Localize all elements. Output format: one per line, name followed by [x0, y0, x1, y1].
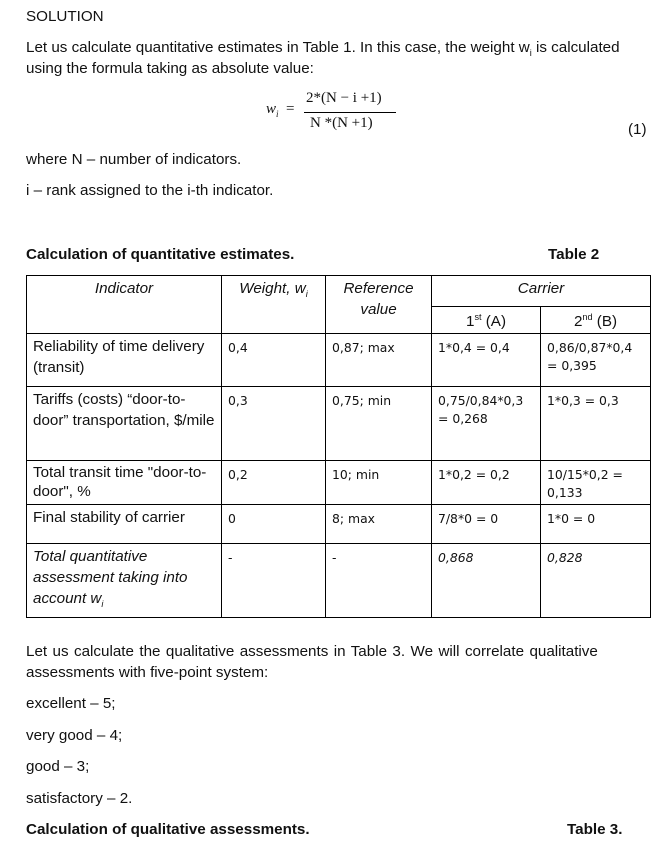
formula-fraction-bar — [304, 112, 396, 113]
total-indicator-sub: i — [101, 599, 104, 610]
row-reference: 0,87; max — [326, 334, 432, 387]
scale-item: very good – 4; — [26, 727, 123, 744]
weight-subscript: i — [529, 48, 532, 59]
scale-item: good – 3; — [26, 758, 90, 775]
row-indicator: Total transit time "door-to-door", % — [27, 461, 222, 505]
table-row-total — [27, 544, 651, 618]
formula-lhs-var: w — [266, 101, 277, 117]
header-carrier-b-sup: nd — [582, 312, 593, 322]
formula-lhs — [266, 101, 279, 119]
row-weight: 0 — [222, 505, 326, 544]
qualitative-line-1: Let us calculate the qualitative assessments in Table 3. We will correlate qualitative — [26, 643, 598, 660]
table3-label: Table 3. — [567, 821, 623, 838]
intro-line-2: using the formula taking as absolute value: — [26, 60, 314, 77]
formula-equals: = — [286, 101, 295, 117]
where-line-2: i – rank assigned to the i-th indicator. — [26, 182, 274, 199]
table2-label: Table 2 — [548, 246, 600, 263]
header-indicator: Indicator — [27, 276, 222, 334]
scale-item: satisfactory – 2. — [26, 790, 133, 807]
header-carrier-a-sup: st — [474, 312, 482, 322]
intro-line-1 — [26, 39, 620, 58]
row-indicator: Tariffs (costs) “door-to-door” transportation, $/mile — [27, 387, 222, 461]
row-reference: 10; min — [326, 461, 432, 505]
quantitative-estimates-table — [26, 275, 651, 618]
table-row — [27, 334, 651, 387]
formula-lhs-sub: i — [276, 109, 279, 119]
row-indicator: Final stability of carrier — [27, 505, 222, 544]
header-weight — [222, 276, 326, 334]
header-weight-text: Weight, w — [239, 280, 306, 297]
row-carrier-a: 7/8*0 = 0 — [432, 505, 541, 544]
row-carrier-b: 10/15*0,2 = 0,133 — [541, 461, 651, 505]
table-row — [27, 461, 651, 505]
formula-numerator: 2*(N − i +1) — [306, 90, 382, 106]
row-reference: 0,75; min — [326, 387, 432, 461]
header-carrier: Carrier — [432, 276, 651, 307]
total-weight: - — [222, 544, 326, 618]
row-carrier-a: 1*0,2 = 0,2 — [432, 461, 541, 505]
row-weight: 0,3 — [222, 387, 326, 461]
table-row — [27, 505, 651, 544]
total-carrier-a: 0,868 — [432, 544, 541, 618]
table2-title: Calculation of quantitative estimates. — [26, 246, 295, 263]
formula-denominator: N *(N +1) — [310, 115, 373, 131]
table-row — [27, 387, 651, 461]
total-indicator-text: Total quantitative assessment taking into account w — [33, 548, 188, 608]
header-carrier-a-end: (A) — [481, 313, 506, 331]
section-heading: SOLUTION — [26, 8, 104, 25]
row-weight: 0,2 — [222, 461, 326, 505]
total-carrier-b: 0,828 — [541, 544, 651, 618]
row-carrier-b: 0,86/0,87*0,4 = 0,395 — [541, 334, 651, 387]
formula-number: (1) — [628, 121, 647, 138]
total-indicator — [27, 544, 222, 618]
header-weight-sub: i — [305, 289, 308, 300]
row-weight: 0,4 — [222, 334, 326, 387]
formula — [266, 90, 396, 140]
table3-title: Calculation of qualitative assessments. — [26, 821, 310, 838]
total-reference: - — [326, 544, 432, 618]
row-carrier-a: 1*0,4 = 0,4 — [432, 334, 541, 387]
header-carrier-a — [432, 307, 541, 334]
where-line-1: where N – number of indicators. — [26, 151, 242, 168]
header-carrier-b-num: 2 — [573, 313, 583, 331]
scale-item: excellent – 5; — [26, 695, 116, 712]
row-carrier-b: 1*0,3 = 0,3 — [541, 387, 651, 461]
intro-line-1-text: Let us calculate quantitative estimates in Table 1. In this case, the weight w — [26, 39, 530, 56]
header-reference: Reference value — [326, 276, 432, 334]
row-carrier-a: 0,75/0,84*0,3 = 0,268 — [432, 387, 541, 461]
qualitative-line-2: assessments with five-point system: — [26, 664, 269, 681]
row-reference: 8; max — [326, 505, 432, 544]
intro-line-1-end: is calculated — [531, 39, 620, 56]
row-indicator: Reliability of time delivery (transit) — [27, 334, 222, 387]
header-carrier-b — [541, 307, 651, 334]
row-carrier-b: 1*0 = 0 — [541, 505, 651, 544]
header-carrier-b-end: (B) — [592, 313, 618, 331]
header-carrier-a-num: 1 — [465, 313, 475, 331]
